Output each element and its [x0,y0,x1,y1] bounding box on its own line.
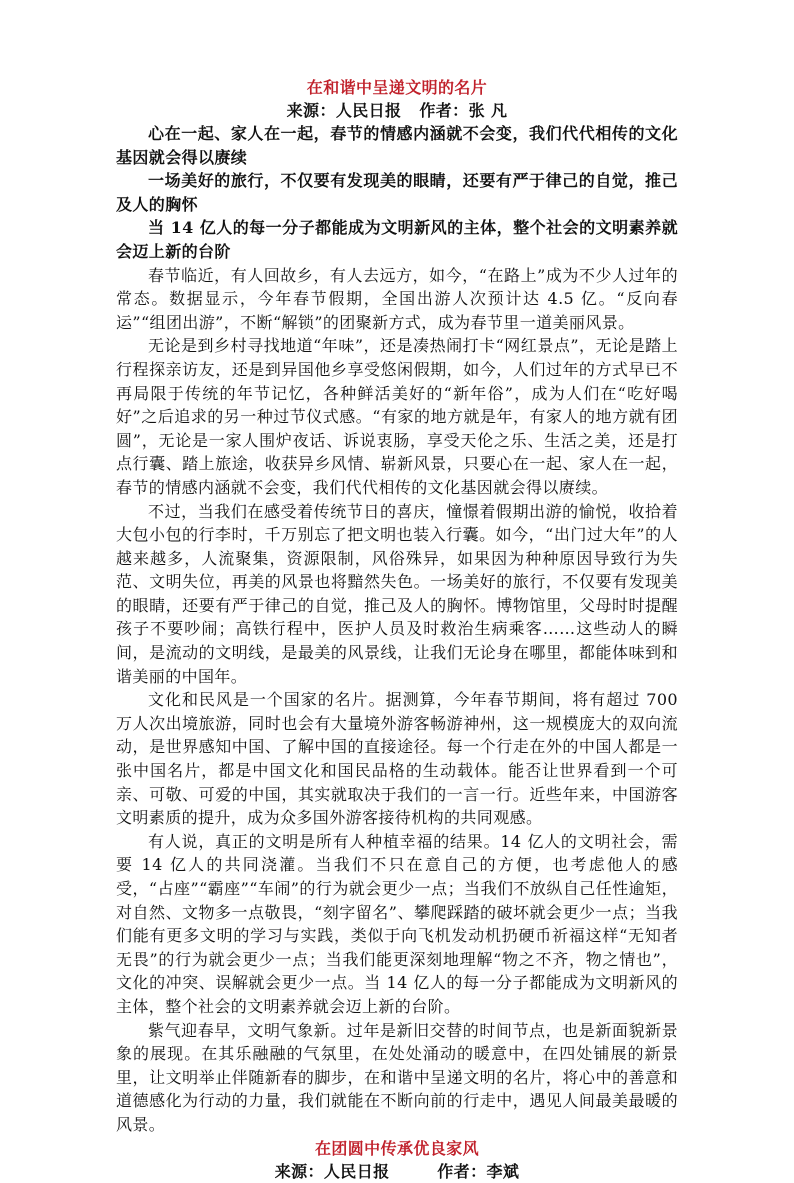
body-paragraph: 文化和民风是一个国家的名片。据测算，今年春节期间，将有超过 700 万人次出境旅游，同时也会有大量境外游客畅游神州，这一规模庞大的双向流动，是世界感知中国、了解中国的直接途径。每一个行走在外的中国人都是一张中国名片，都是中国文化和国民品格的生动载体。能否让世界看到一个可亲、可敬、可爱的中国，其实就取决于我们的一言一行。近些年来，中国游客文明素质的提升，成为众多国外游客接待机构的共同观感。 [116,690,678,828]
article-source-line: 来源：人民日报 作者：张 凡 [286,101,508,120]
next-article-title: 在团圆中传承优良家风 [314,1138,479,1158]
summary-line-2: 一场美好的旅行，不仅要有发现美的眼睛，还要有严于律己的自觉，推己及人的胸怀 [116,171,678,214]
article-title: 在和谐中呈递文明的名片 [306,78,488,97]
body-paragraph: 紫气迎春早，文明气象新。过年是新旧交替的时间节点，也是新面貌新景象的展现。在其乐融融的气氛里，在处处涌动的暖意中，在四处铺展的新景里，让文明举止伴随新春的脚步，在和谐中呈递文明的名片，将心中的善意和道德感化为行动的力量，我们就能在不断向前的行走中，遇见人间最美最暖的风景。 [116,1020,678,1134]
summary-line-1: 心在一起、家人在一起，春节的情感内涵就不会变，我们代代相传的文化基因就会得以赓续 [116,124,678,167]
next-article-source-line: 来源：人民日报 作者：李斌 [274,1161,520,1181]
body-paragraph: 不过，当我们在感受着传统节日的喜庆，憧憬着假期出游的愉悦，收拾着大包小包的行李时，千万别忘了把文明也装入行囊。如今，“出门过大年”的人越来越多，人流聚集，资源限制，风俗殊异，如果因为种种原因导致行为失范、文明失位，再美的风景也将黯然失色。一场美好的旅行，不仅要有发现美的眼睛，还要有严于律己的自觉，推己及人的胸怀。博物馆里，父母时时提醒孩子不要吵闹；高铁行程中，医护人员及时救治生病乘客……这些动人的瞬间，是流动的文明线，是最美的风景线，让我们无论身在哪里，都能体味到和谐美丽的中国年。 [116,501,678,686]
document-page [116,76,678,1183]
body-paragraph: 无论是到乡村寻找地道“年味”，还是凑热闹打卡“网红景点”，无论是踏上行程探亲访友，还是到异国他乡享受悠闲假期，如今，人们过年的方式早已不再局限于传统的年节记忆，各种鲜活美好的“新年俗”，成为人们在“吃好喝好”之后追求的另一种过节仪式感。“有家的地方就是年，有家人的地方就有团圆”，无论是一家人围炉夜话、诉说衷肠，享受天伦之乐、生活之美，还是打点行囊、踏上旅途，收获异乡风情、崭新风景，只要心在一起、家人在一起，春节的情感内涵就不会变，我们代代相传的文化基因就会得以赓续。 [116,336,678,497]
summary-line-3: 当 14 亿人的每一分子都能成为文明新风的主体，整个社会的文明素养就会迈上新的台阶 [116,218,678,261]
body-paragraph: 有人说，真正的文明是所有人种植幸福的结果。14 亿人的文明社会，需要 14 亿人的共同浇灌。当我们不只在意自己的方便，也考虑他人的感受，“占座”“霸座”“车闹”的行为就会更少一点；当我们不放纵自己任性逾矩，对自然、文物多一点敬畏，“刻字留名”、攀爬踩踏的破坏就会更少一点；当我们能有更多文明的学习与实践，类似于向飞机发动机扔硬币祈福这样“无知者无畏”的行为就会更少一点；当我们能更深刻地理解“物之不齐，物之情也”，文化的冲突、误解就会更少一点。当 14 亿人的每一分子都能成为文明新风的主体，整个社会的文明素养就会迈上新的台阶。 [116,831,678,1016]
body-paragraph: 春节临近，有人回故乡，有人去远方，如今，“在路上”成为不少人过年的常态。数据显示，今年春节假期，全国出游人次预计达 4.5 亿。“反向春运”“组团出游”，不断“解锁”的团聚新方式，成为春节里一道美丽风景。 [116,265,678,332]
